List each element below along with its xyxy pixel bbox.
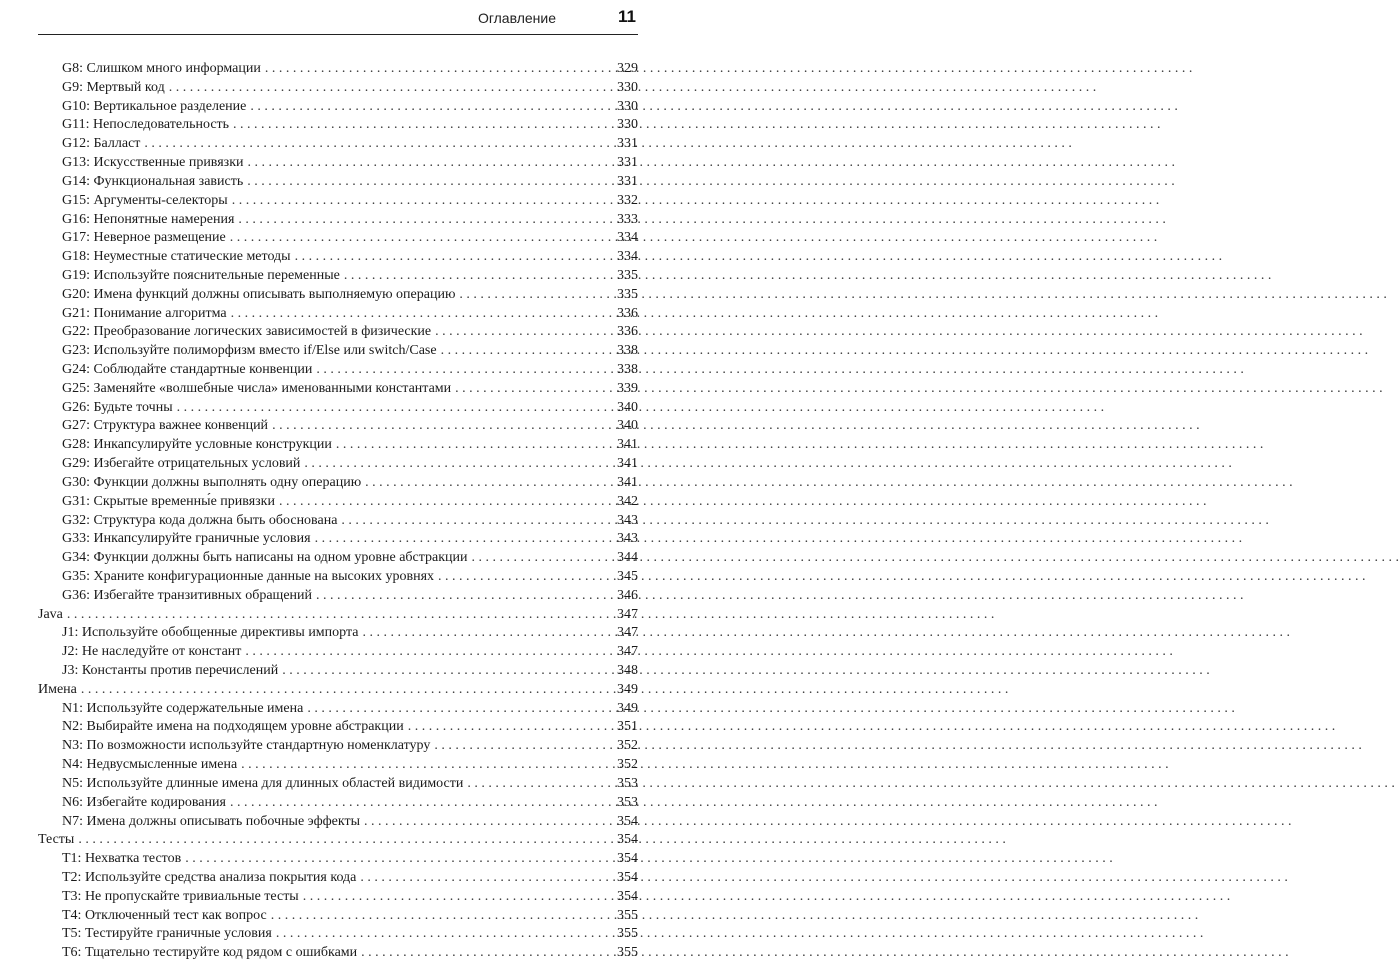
- toc-entry-title: T2: Используйте средства анализа покрытия кода: [62, 869, 357, 885]
- dot-leader: [78, 831, 608, 850]
- toc-entry-title: G19: Используйте пояснительные переменные: [62, 267, 340, 283]
- toc-entry-page: 355: [617, 945, 638, 961]
- dot-leader: [467, 775, 608, 794]
- dot-leader: [265, 60, 608, 79]
- toc-entry-page: 354: [617, 832, 638, 848]
- toc-entry: [38, 794, 638, 813]
- dot-leader: [177, 399, 608, 418]
- toc-entry-title: J3: Константы против перечислений: [62, 663, 279, 678]
- toc-entry-page: 351: [617, 719, 638, 735]
- toc-entry-page: 340: [617, 418, 638, 434]
- toc-entry-title: G9: Мертвый код: [62, 79, 165, 95]
- toc-entry-page: 344: [617, 550, 638, 566]
- toc-entry: [38, 493, 638, 512]
- toc-entry-title: G23: Используйте полиморфизм вместо if/Else или switch/Case: [62, 343, 437, 359]
- toc-entry: [38, 813, 638, 832]
- toc-entry-page: 334: [617, 230, 638, 246]
- toc-entry: [38, 549, 638, 568]
- toc-entry-title: G27: Структура важнее конвенций: [62, 418, 269, 434]
- dot-leader: [341, 512, 608, 531]
- dot-leader: [282, 662, 608, 681]
- toc-entry-title: G18: Неуместные статические методы: [62, 249, 291, 265]
- toc-entry-page: 352: [617, 757, 638, 773]
- toc-entry-page: 336: [617, 324, 638, 340]
- toc-entry: [38, 944, 638, 963]
- toc-entry-title: G16: Непонятные намерения: [62, 211, 235, 227]
- toc-entry-title: T5: Тестируйте граничные условия: [62, 926, 272, 942]
- dot-leader: [455, 380, 608, 399]
- toc-entry-title: G15: Аргументы-селекторы: [62, 192, 228, 208]
- toc-entry-title: G26: Будьте точны: [62, 399, 173, 415]
- dot-leader: [230, 794, 608, 813]
- dot-leader: [231, 305, 608, 324]
- toc-entry-title: G36: Избегайте транзитивных обращений: [62, 587, 313, 603]
- toc-entry-title: N6: Избегайте кодирования: [62, 794, 226, 810]
- toc-entry-page: 353: [617, 775, 638, 791]
- toc-entry-title: G25: Заменяйте «волшебные числа» именованными константами: [62, 380, 452, 396]
- dot-leader: [438, 568, 608, 587]
- dot-leader: [248, 154, 609, 173]
- toc-entry: [38, 869, 638, 888]
- toc-entry-title: N3: По возможности используйте стандартную номенклатуру: [62, 738, 431, 754]
- dot-leader: [238, 211, 608, 230]
- toc-entry-page: 338: [617, 362, 638, 377]
- dot-leader: [316, 361, 608, 380]
- toc-entry: [38, 850, 638, 869]
- dot-leader: [276, 925, 608, 944]
- toc-entry: [38, 718, 638, 737]
- dot-leader: [233, 116, 608, 135]
- toc-entry-title: G24: Соблюдайте стандартные конвенции: [62, 362, 313, 377]
- toc-entry: [38, 756, 638, 775]
- toc-entry-page: 345: [617, 568, 638, 584]
- toc-entry: [38, 512, 638, 531]
- toc-entry-page: 352: [617, 738, 638, 754]
- dot-leader: [336, 436, 608, 455]
- toc-entry: [38, 229, 638, 248]
- toc-entry-page: 330: [617, 98, 638, 114]
- toc-entry-page: 334: [617, 249, 638, 265]
- toc-entry-title: G30: Функции должны выполнять одну операцию: [62, 474, 362, 490]
- toc-entry-page: 336: [617, 305, 638, 321]
- toc-entry-page: 333: [617, 211, 638, 227]
- dot-leader: [144, 135, 608, 154]
- toc-entry-page: 355: [617, 926, 638, 942]
- dot-leader: [303, 888, 608, 907]
- page-header: [38, 0, 638, 35]
- dot-leader: [169, 79, 608, 98]
- dot-leader: [360, 869, 608, 888]
- toc-entry: [38, 737, 638, 756]
- toc-section-entry: [38, 831, 638, 850]
- toc-entry: [38, 173, 638, 192]
- toc-entry: [38, 116, 638, 135]
- dot-leader: [304, 455, 608, 474]
- dot-leader: [434, 737, 608, 756]
- dot-leader: [250, 98, 608, 117]
- toc-entry-page: 341: [617, 474, 638, 490]
- toc-entry-page: 340: [617, 399, 638, 415]
- dot-leader: [435, 323, 608, 342]
- toc-entry-page: 338: [617, 343, 638, 359]
- toc-entry-title: G33: Инкапсулируйте граничные условия: [62, 531, 311, 547]
- dot-leader: [232, 192, 608, 211]
- toc-entry-page: 332: [617, 192, 638, 208]
- toc-entry-title: G13: Искусственные привязки: [62, 155, 244, 171]
- toc-entry-title: Имена: [38, 681, 77, 697]
- toc-entry: [38, 925, 638, 944]
- toc-entry-title: G20: Имена функций должны описывать выполняемую операцию: [62, 286, 456, 302]
- toc-entry: [38, 624, 638, 643]
- toc-section-entry: [38, 681, 638, 700]
- dot-leader: [241, 756, 608, 775]
- toc-entry-title: G35: Храните конфигурационные данные на высоких уровнях: [62, 568, 435, 584]
- toc-entry: [38, 361, 638, 380]
- toc-entry: [38, 342, 638, 361]
- dot-leader: [362, 624, 608, 643]
- toc-entry: [38, 248, 638, 267]
- toc-entry: [38, 700, 638, 719]
- toc-entry-page: 331: [617, 155, 638, 171]
- toc-entry: [38, 211, 638, 230]
- toc-entry: [38, 907, 638, 926]
- toc-entry-title: G22: Преобразование логических зависимостей в физические: [62, 324, 432, 340]
- toc-entry-title: N7: Имена должны описывать побочные эффекты: [62, 813, 361, 829]
- toc-entry-title: N1: Используйте содержательные имена: [62, 700, 304, 716]
- toc-entry: [38, 474, 638, 493]
- toc-entry-title: G29: Избегайте отрицательных условий: [62, 456, 301, 472]
- toc-entry: [38, 530, 638, 549]
- dot-leader: [247, 173, 608, 192]
- toc-entry-page: 354: [617, 851, 638, 867]
- toc-entry-page: 330: [617, 79, 638, 95]
- dot-leader: [230, 229, 608, 248]
- toc-entry-page: 354: [617, 813, 638, 829]
- dot-leader: [316, 587, 608, 606]
- toc-entry-page: 347: [617, 606, 638, 622]
- toc-entry-title: G32: Структура кода должна быть обоснована: [62, 512, 338, 528]
- table-of-contents: [38, 60, 638, 963]
- toc-entry-page: 329: [617, 61, 638, 76]
- dot-leader: [315, 530, 608, 549]
- toc-section-entry: [38, 606, 638, 625]
- toc-entry-page: 339: [617, 380, 638, 396]
- toc-entry-title: G17: Неверное размещение: [62, 230, 226, 246]
- toc-entry-page: 335: [617, 267, 638, 283]
- toc-entry-page: 335: [617, 286, 638, 302]
- toc-entry: [38, 286, 638, 305]
- toc-entry: [38, 79, 638, 98]
- dot-leader: [81, 681, 608, 700]
- toc-entry-title: J2: Не наследуйте от констант: [62, 644, 242, 660]
- toc-entry: [38, 135, 638, 154]
- toc-entry: [38, 417, 638, 436]
- toc-entry: [38, 568, 638, 587]
- toc-entry: [38, 888, 638, 907]
- toc-entry-title: Java: [38, 606, 63, 622]
- toc-entry: [38, 323, 638, 342]
- toc-entry-page: 341: [617, 437, 638, 453]
- toc-entry-title: G21: Понимание алгоритма: [62, 305, 227, 321]
- toc-entry: [38, 775, 638, 794]
- toc-entry: [38, 436, 638, 455]
- toc-entry: [38, 267, 638, 286]
- toc-entry-page: 331: [617, 136, 638, 152]
- toc-entry: [38, 662, 638, 681]
- toc-entry-title: G12: Балласт: [62, 136, 141, 152]
- toc-entry-title: G10: Вертикальное разделение: [62, 98, 247, 114]
- toc-entry-page: 343: [617, 512, 638, 528]
- toc-entry-page: 347: [617, 644, 638, 660]
- dot-leader: [245, 643, 608, 662]
- toc-entry-title: N2: Выбирайте имена на подходящем уровне абстракции: [62, 719, 404, 735]
- toc-entry: [38, 399, 638, 418]
- dot-leader: [459, 286, 608, 305]
- toc-entry-title: T6: Тщательно тестируйте код рядом с ошибками: [62, 945, 358, 961]
- dot-leader: [441, 342, 608, 361]
- toc-entry-page: 342: [617, 493, 638, 509]
- toc-entry-title: G28: Инкапсулируйте условные конструкции: [62, 437, 332, 453]
- dot-leader: [67, 606, 608, 625]
- toc-entry-page: 347: [617, 625, 638, 641]
- dot-leader: [472, 549, 608, 568]
- dot-leader: [408, 718, 608, 737]
- toc-entry-title: N4: Недвусмысленные имена: [62, 757, 238, 773]
- toc-entry-title: T3: Не пропускайте тривиальные тесты: [62, 888, 299, 904]
- dot-leader: [307, 700, 608, 719]
- dot-leader: [344, 267, 608, 286]
- toc-entry-page: 330: [617, 117, 638, 133]
- dot-leader: [361, 944, 608, 963]
- toc-entry: [38, 192, 638, 211]
- toc-entry-title: G31: Скрытые временны́е привязки: [62, 493, 275, 509]
- toc-entry: [38, 380, 638, 399]
- toc-entry-page: 331: [617, 173, 638, 189]
- toc-entry-page: 355: [617, 907, 638, 923]
- toc-entry: [38, 455, 638, 474]
- running-header-title: Оглавление: [477, 10, 556, 26]
- toc-entry-title: J1: Используйте обобщенные директивы импорта: [62, 625, 359, 641]
- toc-entry-title: G14: Функциональная зависть: [62, 173, 244, 189]
- toc-entry-title: G34: Функции должны быть написаны на одном уровне абстракции: [62, 550, 468, 566]
- dot-leader: [185, 850, 608, 869]
- page-number: 11: [618, 7, 636, 26]
- toc-entry-title: G11: Непоследовательность: [62, 117, 230, 133]
- toc-entry-title: T1: Нехватка тестов: [62, 851, 182, 867]
- dot-leader: [279, 493, 608, 512]
- toc-entry-page: 354: [617, 869, 638, 885]
- toc-entry: [38, 305, 638, 324]
- toc-entry-page: 349: [617, 700, 638, 716]
- toc-entry-page: 354: [617, 888, 638, 904]
- toc-entry: [38, 643, 638, 662]
- dot-leader: [364, 813, 608, 832]
- toc-entry-page: 341: [617, 456, 638, 472]
- dot-leader: [295, 248, 608, 267]
- toc-entry-page: 346: [617, 587, 638, 603]
- toc-entry-title: G8: Слишком много информации: [62, 61, 261, 76]
- toc-entry-page: 353: [617, 794, 638, 810]
- toc-entry: [38, 98, 638, 117]
- toc-entry-page: 348: [617, 663, 638, 678]
- toc-entry: [38, 587, 638, 606]
- toc-entry-title: N5: Используйте длинные имена для длинных областей видимости: [62, 775, 464, 791]
- toc-entry-page: 343: [617, 531, 638, 547]
- toc-entry: [38, 154, 638, 173]
- toc-entry: [38, 60, 638, 79]
- toc-entry-title: Тесты: [38, 832, 75, 848]
- dot-leader: [365, 474, 608, 493]
- dot-leader: [271, 907, 608, 926]
- toc-entry-page: 349: [617, 681, 638, 697]
- dot-leader: [272, 417, 608, 436]
- toc-entry-title: T4: Отключенный тест как вопрос: [62, 907, 267, 923]
